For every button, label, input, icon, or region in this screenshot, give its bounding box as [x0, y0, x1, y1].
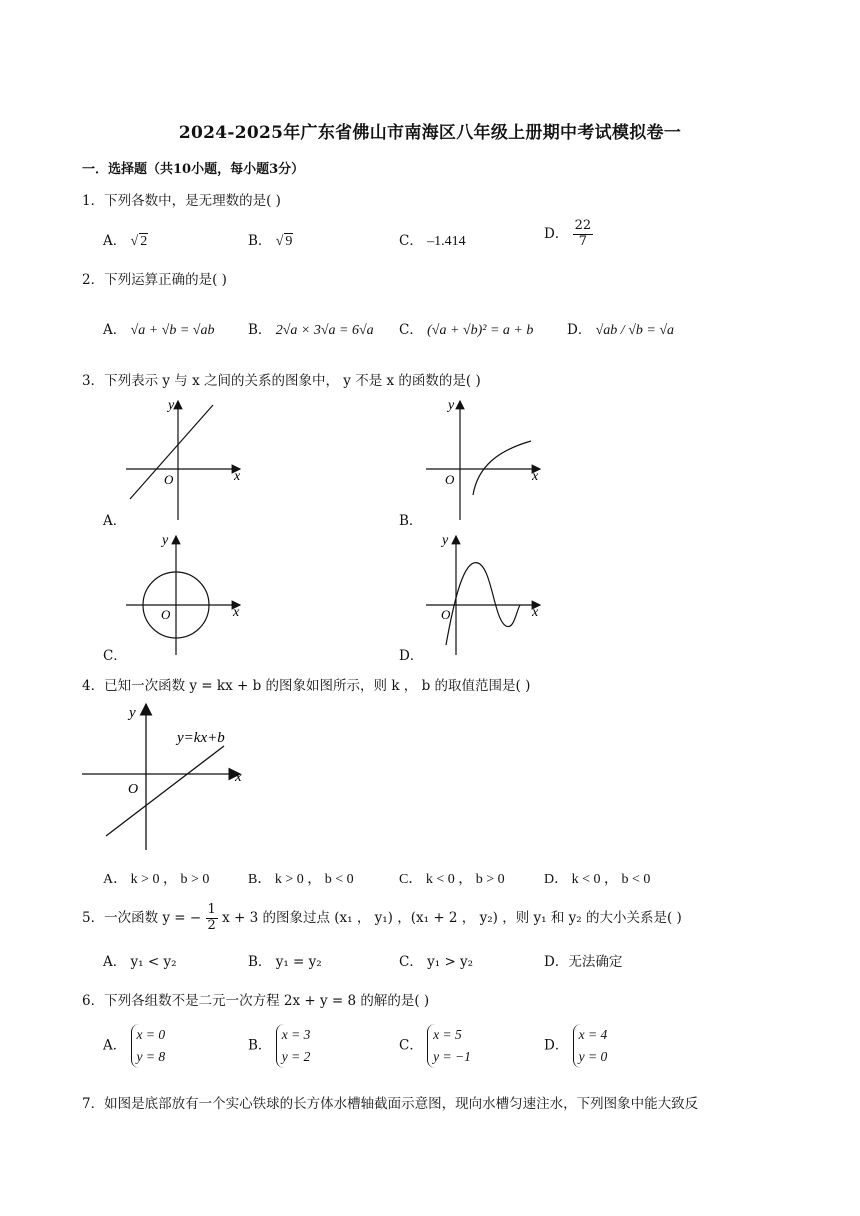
- origin-label: O: [128, 782, 139, 797]
- q2-option-b-label: B．: [248, 322, 272, 338]
- question-6-stem: 6．下列各组数不是二元一次方程 2x + y = 8 的解的是( ): [82, 993, 430, 1009]
- x-axis-label: x: [235, 769, 242, 785]
- q6-option-c-y: y = −1: [433, 1049, 471, 1064]
- origin-label: O: [164, 472, 174, 487]
- question-4-stem: 4．已知一次函数 y = kx + b 的图象如图所示，则 k ， b 的取值范围是( ): [82, 678, 531, 694]
- section-header: 一．选择题（共10小题，每小题3分）: [82, 162, 305, 177]
- question-2-stem: 2．下列运算正确的是( ): [82, 272, 227, 288]
- q5-frac-denominator: 2: [207, 917, 216, 933]
- q2-option-c-expr: (√a + √b)² = a + b: [427, 323, 534, 338]
- q2-option-d: [567, 318, 674, 339]
- origin-label: O: [445, 472, 455, 487]
- y-axis-label: y: [162, 533, 169, 548]
- q6-option-b-x: x = 3: [281, 1027, 311, 1042]
- question-3-stem: 3．下列表示 y 与 x 之间的关系的图象中， y 不是 x 的函数的是( ): [82, 373, 481, 389]
- q5-option-b: B． y₁ = y₂: [248, 954, 322, 970]
- q5-option-c: C． y₁ > y₂: [399, 954, 474, 970]
- q1-option-c-value: –1.414: [427, 234, 466, 249]
- origin-label: O: [161, 607, 171, 622]
- q2-option-d-expr: √ab / √b = √a: [595, 323, 675, 338]
- q6-option-d-y: y = 0: [578, 1049, 608, 1064]
- sqrt-curve: [473, 441, 531, 495]
- q3-graph-c: [120, 530, 250, 660]
- q1-option-a-value: 2: [140, 234, 148, 249]
- y-axis-label: y: [129, 705, 136, 721]
- q1-option-d: [544, 219, 593, 250]
- q2-option-a-expr: √a + √b = √ab: [130, 323, 215, 338]
- q4-option-c: C． k < 0 ， b > 0: [399, 872, 505, 887]
- y-axis-label: y: [448, 398, 455, 413]
- q2-option-a: [103, 318, 215, 339]
- q3-option-a-label: A．: [103, 513, 127, 529]
- wave-curve: [446, 563, 520, 645]
- q6-option-d-x: x = 4: [578, 1027, 608, 1042]
- q4-option-a: A． k > 0 ， b > 0: [103, 872, 210, 887]
- x-axis-label: x: [532, 605, 539, 620]
- x-axis-label: x: [233, 605, 240, 620]
- x-axis-label: x: [234, 469, 241, 484]
- q6-option-b-y: y = 2: [281, 1049, 311, 1064]
- function-label: y=kx+b: [177, 730, 225, 746]
- origin-label: O: [441, 607, 451, 622]
- q2-option-c-label: C．: [399, 322, 423, 338]
- q1-option-c: [399, 229, 466, 250]
- q3-graph-a: [120, 395, 250, 525]
- q2-option-a-label: A．: [103, 322, 127, 338]
- q6-option-c: [399, 1024, 471, 1068]
- q3-graph-b: [420, 395, 550, 525]
- q1-option-a-label: A．: [103, 233, 127, 249]
- q6-option-c-label: C．: [399, 1037, 423, 1054]
- q6-option-c-x: x = 5: [433, 1027, 462, 1042]
- q5-frac-numerator: 1: [207, 902, 216, 917]
- q5-option-d: D．无法确定: [544, 954, 623, 970]
- linear-function-line: [106, 746, 224, 836]
- q3-option-c-label: C．: [103, 648, 127, 664]
- q1-option-b-label: B．: [248, 233, 272, 249]
- q6-option-a-label: A．: [103, 1037, 127, 1054]
- q2-option-c: [399, 318, 533, 339]
- q1-option-b: B． √ 9: [248, 233, 293, 249]
- q3-option-d-label: D．: [399, 648, 424, 664]
- q2-option-d-label: D．: [567, 322, 592, 338]
- q1-option-c-label: C．: [399, 233, 423, 249]
- q4-graph: [80, 700, 255, 855]
- q1-option-d-label: D．: [544, 225, 569, 242]
- q6-option-a: [103, 1024, 165, 1068]
- x-axis-label: x: [532, 469, 539, 484]
- q6-option-d-label: D．: [544, 1037, 569, 1054]
- q6-option-a-y: y = 8: [136, 1049, 166, 1064]
- q5-stem-pre: 5．一次函数 y = −: [82, 909, 202, 926]
- q1-option-d-numerator: 22: [574, 218, 592, 233]
- q3-graph-d: [420, 530, 550, 660]
- q5-option-a: A． y₁ < y₂: [103, 954, 177, 970]
- question-7-stem: 7．如图是底部放有一个实心铁球的长方体水槽轴截面示意图，现向水槽匀速注水，下列图象中能大致反: [82, 1096, 699, 1112]
- q6-option-d: [544, 1024, 607, 1068]
- q4-option-b: B． k > 0 ， b < 0: [248, 872, 354, 887]
- q3-option-b-label: B．: [399, 513, 423, 529]
- question-1-stem: 1．下列各数中，是无理数的是( ): [82, 193, 281, 209]
- q2-option-b: [248, 318, 374, 339]
- q1-option-a: A． √ 2: [103, 233, 148, 249]
- q6-option-b-label: B．: [248, 1037, 272, 1054]
- q4-option-d: D． k < 0 ， b < 0: [544, 872, 651, 887]
- q2-option-b-expr: 2√a × 3√a = 6√a: [275, 323, 374, 338]
- q6-option-b: [248, 1024, 310, 1068]
- page-title: 2024-2025年广东省佛山市南海区八年级上册期中考试模拟卷一: [178, 123, 682, 143]
- question-5-stem: [82, 903, 682, 934]
- y-axis-label: y: [442, 533, 449, 548]
- y-axis-label: y: [168, 398, 175, 413]
- q5-stem-post: x + 3 的图象过点 (x₁ ， y₁) ，(x₁ + 2 ， y₂) ，则 y₁ 和 y₂ 的大小关系是( ): [222, 909, 682, 926]
- q1-option-d-denominator: 7: [578, 233, 588, 249]
- q6-option-a-x: x = 0: [136, 1027, 166, 1042]
- q1-option-b-value: 9: [285, 234, 293, 249]
